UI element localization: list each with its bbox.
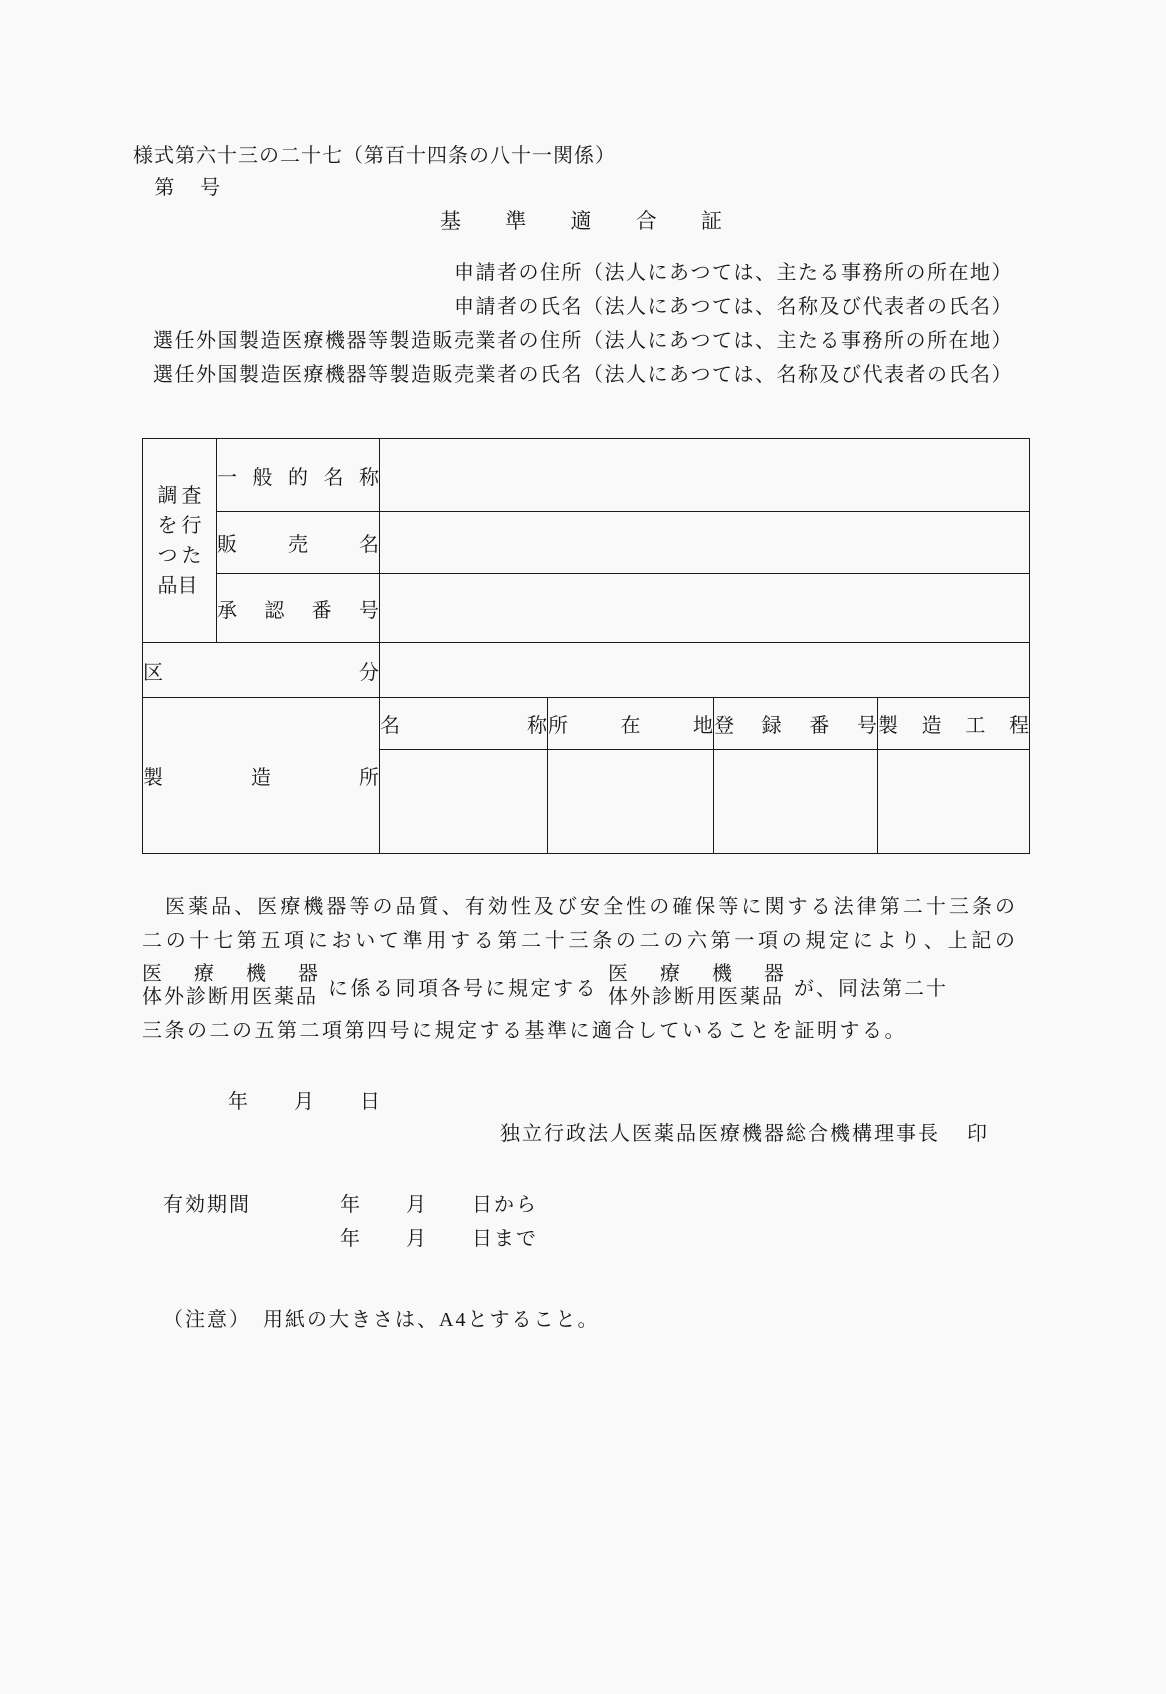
site-process-value-cell [878, 750, 1030, 854]
generic-name-value-cell [380, 439, 1030, 512]
paragraph-line-1: 医薬品、医療機器等の品質、有効性及び安全性の確保等に関する法律第二十三条の [142, 896, 1015, 918]
paragraph-line-3-tail: が、同法第二十 [794, 977, 948, 1000]
manufacturing-site-label-cell [143, 698, 380, 854]
paragraph-line-3 [142, 960, 1029, 1012]
certification-paragraph [142, 890, 1029, 1048]
alternative-1-bottom: 体外診断用医薬品 [142, 986, 318, 1008]
generic-name-label: 一 般 的 名 称 [217, 466, 379, 489]
site-process-header-cell [878, 698, 1030, 750]
paper-size-note: （注意） 用紙の大きさは、A4とすること。 [163, 1309, 600, 1331]
approval-number-label: 承 認 番 号 [217, 599, 379, 622]
site-name-value-cell [380, 750, 548, 854]
issuer-title: 独立行政法人医薬品医療機器総合機構理事長 [500, 1123, 940, 1145]
validity-to-line: 年 月 日まで [340, 1228, 538, 1250]
generic-name-label-cell [217, 439, 380, 512]
designated-marketer-name-line: 選任外国製造医療機器等製造販売業者の氏名（法人にあつては、名称及び代表者の氏名） [153, 364, 1013, 386]
manufacturing-site-label: 製 造 所 [143, 767, 379, 789]
site-name-header-cell [380, 698, 548, 750]
device-or-ivd-alternative-2 [608, 963, 784, 1009]
approval-number-value-cell [380, 574, 1030, 643]
page-title: 基 準 適 合 証 [440, 209, 722, 233]
paragraph-line-2: 二の十七第五項において準用する第二十三条の二の六第一項の規定により、上記の [142, 930, 1015, 952]
site-location-header-cell [548, 698, 714, 750]
category-label: 区 分 [143, 661, 379, 684]
validity-period-label: 有効期間 [163, 1194, 251, 1216]
category-label-cell [143, 643, 380, 698]
paragraph-line-4: 三条の二の五第二項第四号に規定する基準に適合していることを証明する。 [142, 1020, 907, 1042]
site-location-header: 所 在 地 [548, 715, 713, 737]
surveyed-items-label-cell [143, 439, 217, 643]
site-registration-number-header-cell [714, 698, 878, 750]
document-number-line: 第 号 [154, 177, 221, 199]
brand-name-label-cell [217, 512, 380, 574]
site-name-header: 名 称 [380, 715, 547, 737]
validity-from-line: 年 月 日から [340, 1194, 538, 1216]
brand-name-label: 販 売 名 [217, 534, 379, 556]
site-registration-number-header: 登 録 番 号 [714, 715, 877, 737]
applicant-name-line: 申請者の氏名（法人にあつては、名称及び代表者の氏名） [454, 296, 1013, 318]
site-registration-number-value-cell [714, 750, 878, 854]
device-or-ivd-alternative-1 [142, 963, 318, 1009]
designated-marketer-address-line: 選任外国製造医療機器等製造販売業者の住所（法人にあつては、主たる事務所の所在地） [153, 330, 1013, 352]
alternative-2-bottom: 体外診断用医薬品 [608, 986, 784, 1008]
issue-date-line: 年 月 日 [228, 1091, 382, 1113]
site-process-header: 製 造 工 程 [878, 715, 1029, 737]
alternative-1-top: 医 療 機 器 [142, 963, 318, 985]
applicant-address-line: 申請者の住所（法人にあつては、主たる事務所の所在地） [454, 262, 1013, 284]
approval-number-label-cell [217, 574, 380, 643]
seal-mark: 印 [967, 1123, 989, 1145]
brand-name-value-cell [380, 512, 1030, 574]
addressee-block [140, 256, 1013, 392]
certified-items-table [142, 438, 1030, 854]
category-value-cell [380, 643, 1030, 698]
issuer-line [500, 1120, 989, 1148]
form-number-line: 様式第六十三の二十七（第百十四条の八十一関係） [133, 145, 616, 167]
paragraph-middle-text: に係る同項各号に規定する [328, 977, 598, 1000]
alternative-2-top: 医 療 機 器 [608, 963, 784, 985]
surveyed-items-label: 調査を行つた品目 [157, 484, 202, 597]
site-location-value-cell [548, 750, 714, 854]
